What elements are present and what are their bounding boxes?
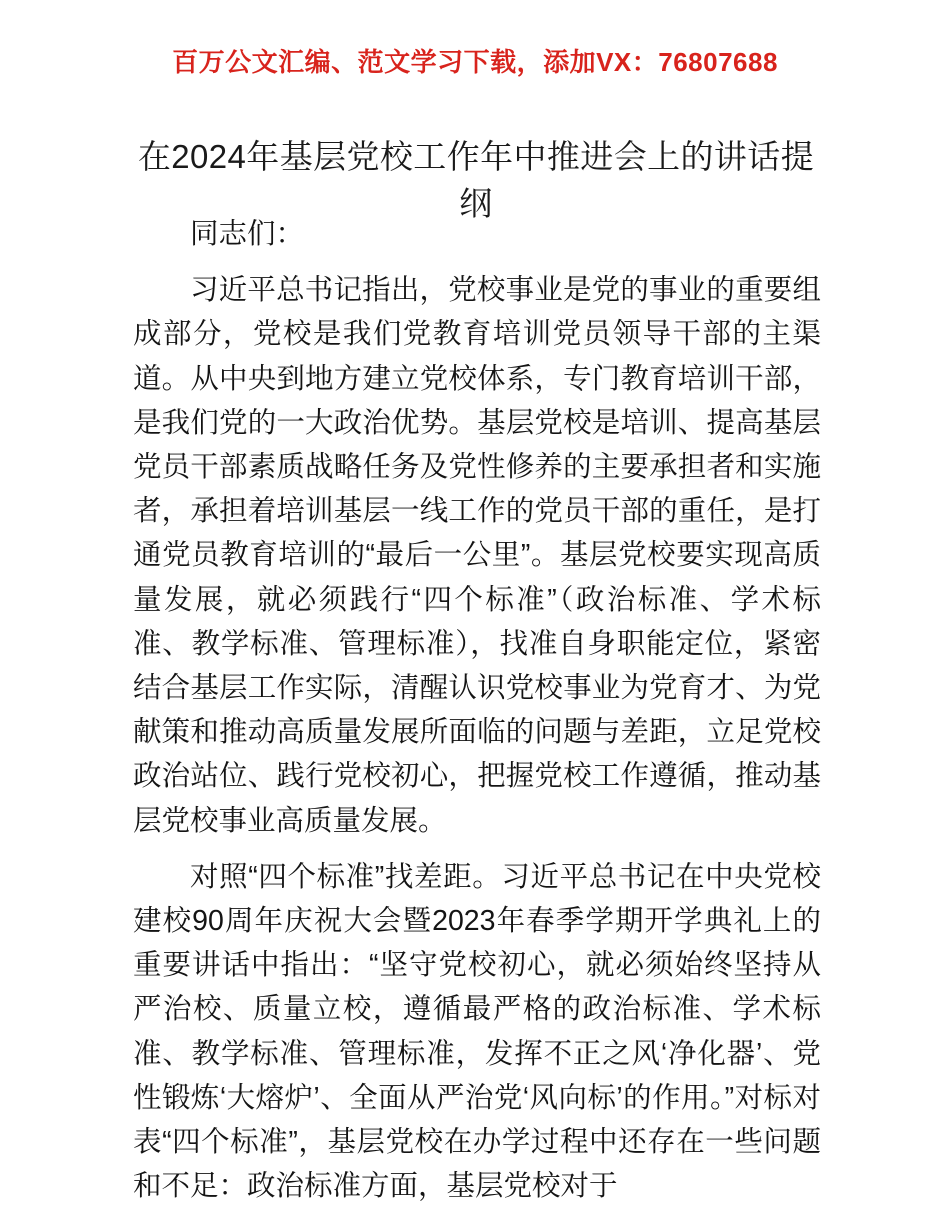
document-title: 在2024年基层党校工作年中推进会上的讲话提纲: [137, 138, 815, 222]
promo-banner-text: 百万公文汇编、范文学习下载，添加VX：76807688: [172, 47, 778, 77]
body-paragraph-1: 习近平总书记指出，党校事业是党的事业的重要组成部分，党校是我们党教育培训党员领导干部的主渠道。从中央到地方建立党校体系，专门教育培训干部，是我们党的一大政治优势。基层党校是培训、提高基层党员干部素质战略任务及党性修养的主要承担者和实施者，承担着培训基层一线工作的党员干部的重任，是打通党员教育培训的“最后一公里”。基层党校要实现高质量发展，就必须践行“四个标准”（政治标准、学术标准、教学标准、管理标准），找准自身职能定位，紧密结合基层工作实际，清醒认识党校事业为党育才、为党献策和推动高质量发展所面临的问题与差距，立足党校政治站位、践行党校初心，把握党校工作遵循，推动基层党校事业高质量发展。: [133, 274, 821, 837]
body-paragraph-2: 对照“四个标准”找差距。习近平总书记在中央党校建校90周年庆祝大会暨2023年春季学期开学典礼上的重要讲话中指出：“坚守党校初心，就必须始终坚持从严治校、质量立校，遵循最严格的政治标准、学术标准、教学标准、管理标准，发挥不正之风‘净化器’、党性锻炼‘大熔炉’、全面从严治党‘风向标’的作用。”对标对表“四个标准”，基层党校在办学过程中还存在一些问题和不足：政治标准方面，基层党校对于: [133, 860, 821, 1203]
salutation-paragraph: 同志们：: [190, 218, 305, 250]
document-body: [133, 212, 821, 1208]
